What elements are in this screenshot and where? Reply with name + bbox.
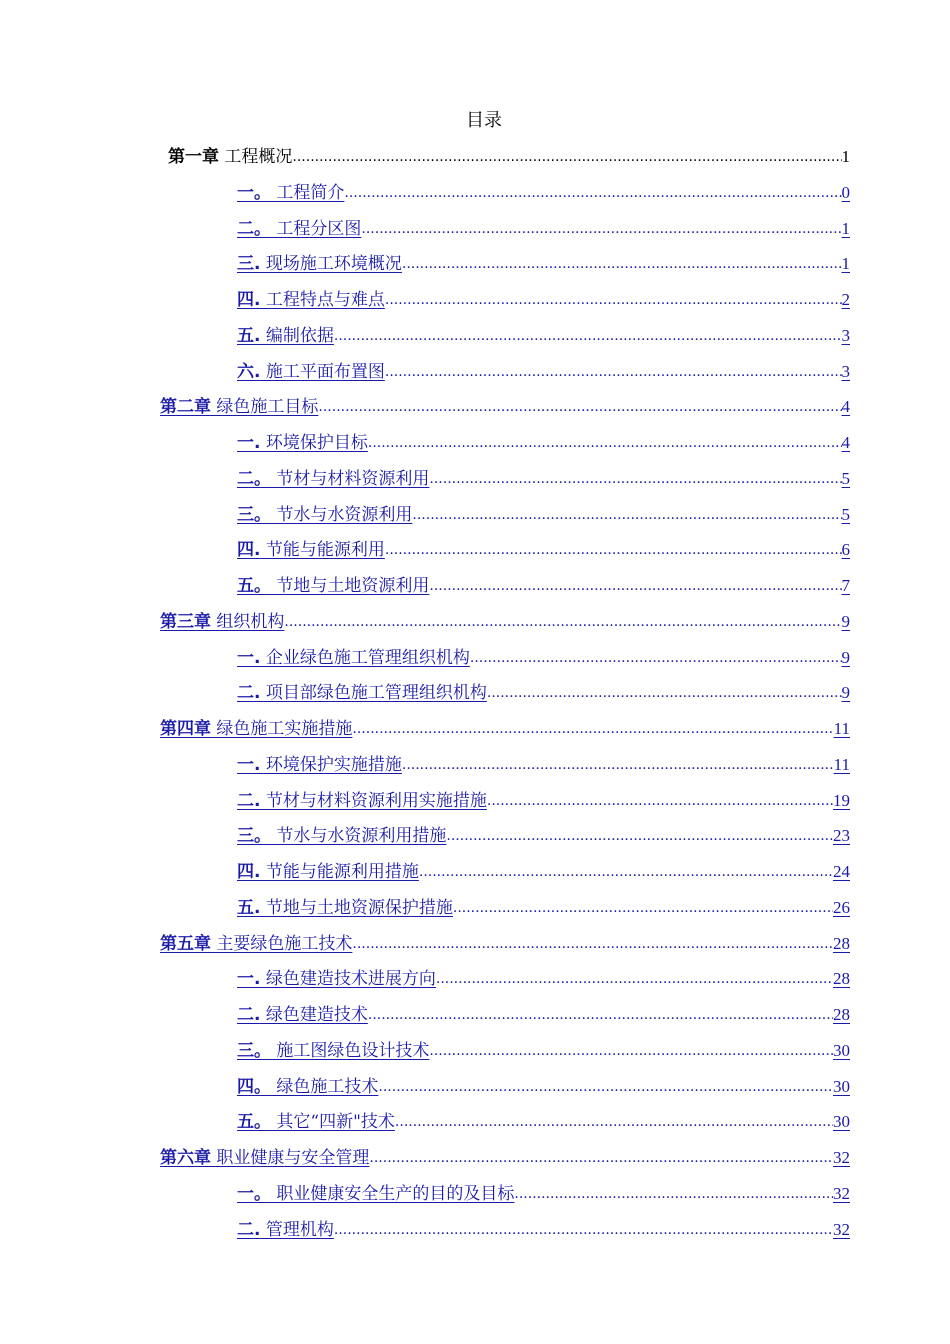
toc-entry-text: 节能与能源利用 [260,540,385,561]
toc-section-entry[interactable] [237,641,850,669]
toc-entry-text: 节材与材料资源利用 [271,468,430,489]
toc-dot-leader [385,361,842,383]
toc-entry-number: 第四章 [160,719,211,739]
toc-section-entry[interactable] [237,283,850,311]
toc-section-entry[interactable] [237,819,850,847]
toc-section-entry[interactable] [237,426,850,454]
toc-entry-text: 其它“四新"技术 [271,1112,395,1133]
toc-dot-leader [429,575,841,597]
toc-entry-label [160,1147,369,1169]
toc-entry-number: 一. [237,647,261,668]
toc-page-number: 5 [841,468,850,488]
toc-entry-label [237,218,361,240]
toc-entry-label [237,825,446,847]
toc-entry-text: 项目部绿色施工管理组织机构 [260,683,487,704]
toc-page-number: 32 [833,1219,850,1239]
toc-entry-label [237,861,419,883]
toc-section-entry[interactable] [237,748,850,776]
toc-section-entry[interactable] [237,247,850,275]
toc-entry-label [237,361,385,383]
toc-entry-text: 绿色建造技术进展方向 [260,969,436,990]
toc-dot-leader [334,325,842,347]
toc-dot-leader [334,1219,833,1241]
toc-entry-text: 管理机构 [260,1219,334,1240]
toc-page-number: 5 [841,504,850,524]
toc-chapter-entry[interactable] [160,927,850,955]
toc-entry-label [237,1111,395,1133]
toc-entry-number: 一. [237,433,261,453]
toc-entry-label [237,754,402,776]
toc-entry-label [160,718,352,740]
toc-entry-text: 编制依据 [260,325,334,346]
toc-entry-number: 四. [237,290,261,310]
toc-entry-label [237,1076,378,1098]
toc-entry-number: 三。 [237,826,271,847]
toc-entry-label [237,968,436,990]
toc-dot-leader [402,253,842,275]
toc-page-number: 3 [841,361,850,381]
toc-entry-text: 工程简介 [271,182,345,203]
toc-page-number: 23 [833,826,850,846]
toc-section-entry[interactable] [237,533,850,561]
toc-entry-number: 第五章 [160,933,211,954]
toc-entry-number: 四。 [237,1076,271,1097]
toc-page-number: 28 [833,969,850,989]
toc-page-number: 30 [833,1040,850,1060]
toc-entry-text: 工程分区图 [271,218,362,239]
toc-page-number: 2 [841,290,850,309]
toc-section-entry[interactable] [237,1177,850,1205]
toc-entry-number: 二。 [237,218,271,239]
toc-entry-number: 二. [237,1005,261,1025]
toc-entry-text: 节材与材料资源利用实施措施 [260,790,487,811]
toc-section-entry[interactable] [237,784,850,812]
toc-entry-text: 环境保护实施措施 [260,754,402,775]
toc-entry-number: 一。 [237,182,271,203]
toc-entry-text: 节地与土地资源保护措施 [260,897,453,918]
toc-entry-label [160,396,318,418]
toc-entry-label [237,647,470,669]
toc-page-number: 11 [833,719,850,738]
toc-entry-text: 节水与水资源利用 [271,504,413,525]
toc-entry-text: 施工平面布置图 [260,361,385,382]
toc-page-number: 4 [841,433,850,452]
toc-entry-text: 职业健康安全生产的目的及目标 [271,1183,515,1204]
toc-page-number: 32 [833,1148,850,1167]
toc-entry-label [237,432,368,454]
toc-page-number: 0 [841,182,850,202]
toc-entry-number: 五。 [237,1112,271,1133]
toc-section-entry[interactable] [237,676,850,704]
toc-entry-number: 二. [237,790,261,811]
toc-section-entry[interactable] [237,1213,850,1241]
toc-entry-text: 绿色施工目标 [211,397,319,418]
toc-page-number: 11 [833,754,850,774]
toc-page-number: 6 [841,540,850,560]
toc-entry-label [237,289,385,311]
toc-page-number: 32 [833,1183,850,1203]
toc-dot-leader [361,218,841,240]
toc-dot-leader [318,396,841,418]
toc-entry-number: 三. [237,254,261,275]
toc-dot-leader [487,790,833,812]
toc-entry-text: 工程特点与难点 [260,290,385,310]
toc-entry-label [237,897,453,919]
toc-entry-label [237,575,429,597]
toc-section-entry[interactable] [237,1034,850,1062]
toc-page-number: 28 [833,1005,850,1024]
toc-dot-leader [487,682,842,704]
toc-dot-leader [412,504,841,526]
toc-entry-text: 现场施工环境概况 [260,254,402,275]
toc-entry-text: 节地与土地资源利用 [271,576,430,596]
toc-dot-leader [344,182,841,204]
toc-page-number: 9 [841,647,850,667]
toc-entry-number: 一. [237,754,261,775]
toc-dot-leader [419,861,833,883]
toc-section-entry[interactable] [237,355,850,383]
toc-dot-leader [385,289,842,311]
toc-page-number: 1 [841,218,850,238]
toc-chapter-entry[interactable] [160,390,850,418]
toc-page-number: 1 [841,147,850,166]
toc-section-entry[interactable] [237,1105,850,1133]
toc-dot-leader [395,1111,833,1133]
toc-page-number: 24 [833,862,850,881]
toc-section-entry[interactable] [237,962,850,990]
toc-entry-text: 绿色建造技术 [260,1005,368,1025]
toc-entry-text: 绿色施工技术 [271,1076,379,1097]
toc-section-entry[interactable] [237,855,850,883]
toc-page-number: 1 [841,254,850,274]
toc-entry-label [160,933,352,955]
toc-page-number: 4 [841,397,850,417]
toc-entry-number: 第三章 [160,611,211,632]
toc-entry-label [237,1004,368,1026]
toc-dot-leader [368,1004,833,1026]
toc-entry-number: 六. [237,361,261,382]
toc-section-entry[interactable] [237,998,850,1026]
toc-entry-number: 五. [237,897,261,918]
toc-chapter-entry[interactable] [160,712,850,740]
toc-dot-leader [378,1076,833,1098]
toc-page-number: 9 [841,683,850,703]
toc-entry-number: 第一章 [168,147,219,167]
toc-entry-number: 三。 [237,1040,271,1061]
toc-entry-number: 三。 [237,504,271,525]
toc-section-entry[interactable] [237,891,850,919]
toc-entry-label [237,1183,514,1205]
toc-title: 目录 [466,110,502,131]
toc-dot-leader [429,468,841,490]
toc-entry-label [237,539,385,561]
toc-entry-label [237,1040,429,1062]
toc-dot-leader [369,1147,833,1169]
toc-entry-label [237,182,344,204]
toc-entry-number: 二。 [237,468,271,489]
toc-entry-label [237,253,402,275]
toc-entry-text: 节能与能源利用措施 [260,862,419,882]
toc-dot-leader [352,933,833,955]
toc-entry-text: 施工图绿色设计技术 [271,1040,430,1061]
toc-dot-leader [446,825,833,847]
toc-dot-leader [453,897,833,919]
toc-dot-leader [402,754,834,776]
toc-entry-text: 企业绿色施工管理组织机构 [260,647,470,668]
toc-dot-leader [368,432,842,454]
toc-entry-text: 主要绿色施工技术 [211,933,353,954]
toc-section-entry[interactable] [237,498,850,526]
toc-entry-number: 五。 [237,576,271,596]
toc-entry-number: 四. [237,862,261,882]
toc-dot-leader [352,718,833,740]
toc-chapter-entry[interactable] [160,605,850,633]
toc-entry-label [237,682,487,704]
toc-section-entry[interactable] [237,212,850,240]
toc-entry-label [237,504,412,526]
toc-entry-text: 工程概况 [219,147,293,167]
toc-entry-label [160,611,284,633]
toc-dot-leader [284,611,841,633]
toc-entry-label [237,325,334,347]
toc-section-entry[interactable] [237,319,850,347]
toc-dot-leader [436,968,833,990]
toc-dot-leader [514,1183,833,1205]
toc-page-number: 30 [833,1076,850,1096]
toc-entry-number: 二. [237,683,261,704]
toc-entry-label [237,1219,334,1241]
toc-entry-number: 五. [237,325,261,346]
toc-page-number: 7 [841,576,850,595]
toc-dot-leader [470,647,842,669]
toc-entry-label [168,146,292,168]
toc-section-entry[interactable] [237,1070,850,1098]
toc-entry-text: 环境保护目标 [260,433,368,453]
toc-chapter-entry[interactable] [160,1141,850,1169]
toc-entry-number: 第二章 [160,397,211,418]
toc-entry-number: 第六章 [160,1148,211,1168]
toc-page-number: 28 [833,933,850,953]
toc-page-number: 3 [841,325,850,345]
toc-page-number: 26 [833,897,850,917]
toc-dot-leader [292,146,841,168]
toc-entry-number: 一. [237,969,261,990]
toc-dot-leader [385,539,842,561]
toc-chapter-entry[interactable] [168,140,850,168]
toc-entry-number: 四. [237,540,261,561]
toc-entry-number: 一。 [237,1183,271,1204]
toc-entry-text: 节水与水资源利用措施 [271,826,447,847]
toc-page-number: 19 [833,790,850,810]
toc-page-number: 30 [833,1112,850,1132]
toc-entry-label [237,790,487,812]
toc-page-number: 9 [841,611,850,631]
toc-dot-leader [429,1040,833,1062]
toc-entry-text: 职业健康与安全管理 [211,1148,370,1168]
toc-entry-text: 绿色施工实施措施 [211,719,353,739]
toc-entry-text: 组织机构 [211,611,285,632]
toc-section-entry[interactable] [237,462,850,490]
toc-entry-number: 二. [237,1219,261,1240]
toc-entry-label [237,468,429,490]
toc-section-entry[interactable] [237,176,850,204]
toc-section-entry[interactable] [237,569,850,597]
